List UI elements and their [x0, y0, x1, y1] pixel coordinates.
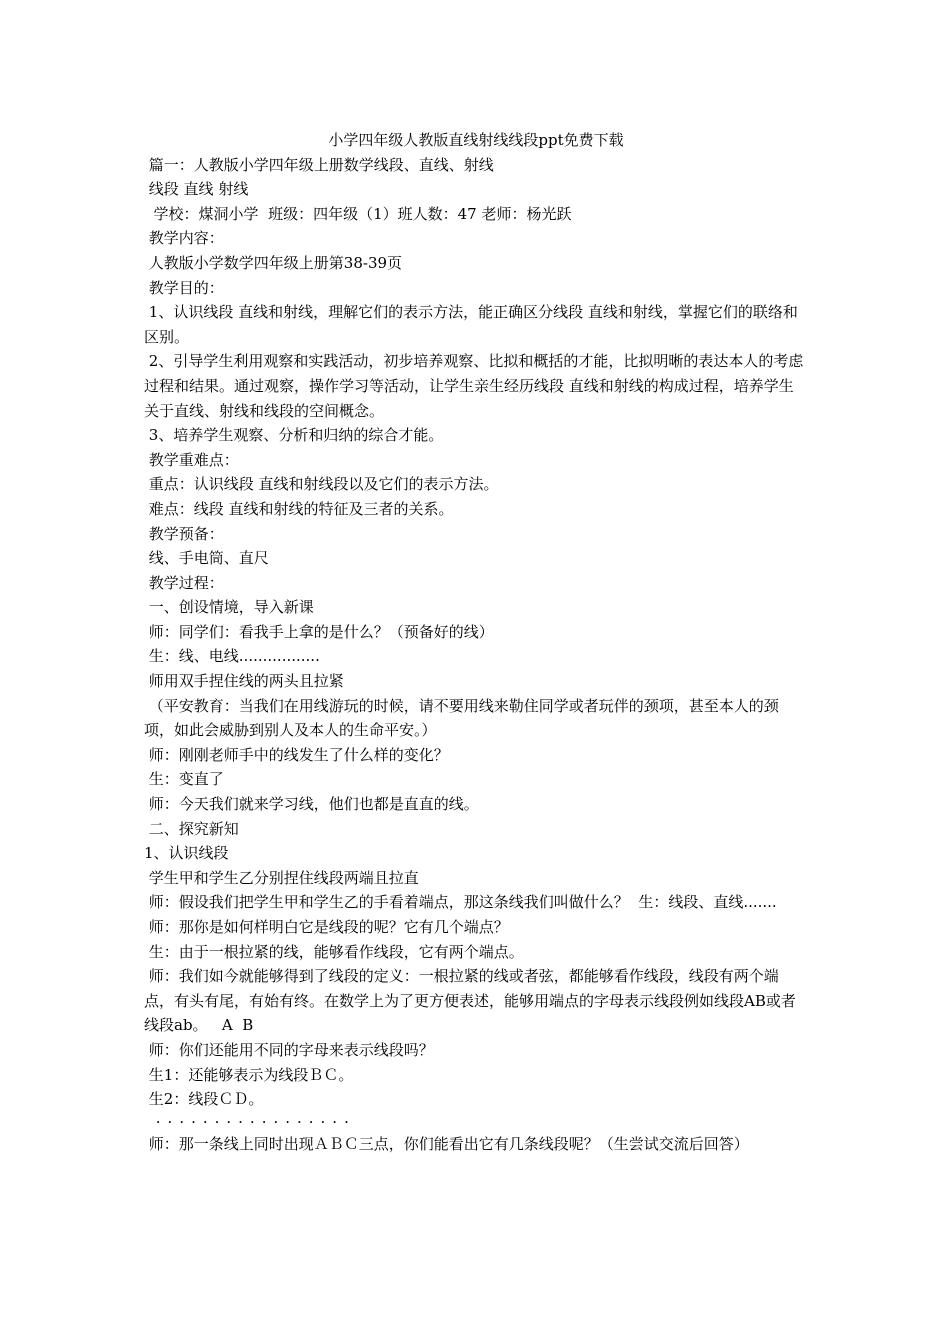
paragraph: 篇一：人教版小学四年级上册数学线段、直线、射线	[144, 155, 494, 174]
paragraph: 师：那你是如何样明白它是线段的呢？它有几个端点？	[144, 918, 509, 936]
paragraph: 师：同学们：看我手上拿的是什么？（预备好的线）	[144, 622, 494, 641]
paragraph: 生：由于一根拉紧的线，能够看作线段，它有两个端点。	[144, 942, 524, 961]
paragraph: 生1：还能够表示为线段ＢＣ。	[144, 1065, 354, 1084]
paragraph: 重点：认识线段 直线和射线段以及它们的表示方法。	[144, 475, 499, 494]
dotted-separator: ·················	[144, 1112, 356, 1131]
paragraph: 一、创设情境，导入新课	[144, 598, 314, 617]
paragraph: 师：我们如今就能够得到了线段的定义：一根拉紧的线或者弦，都能够看作线段，线段有两个端点，有头有尾，有始有终。在数学上为了更方便表述，能够用端点的字母表示线段例如线段AB或者线段ab。 A B	[144, 967, 796, 1035]
paragraph: 生：线、电线.................	[144, 647, 320, 666]
paragraph: 教学重难点：	[144, 450, 239, 469]
paragraph: 师：刚刚老师手中的线发生了什么样的变化？	[144, 745, 449, 764]
document-title: 小学四年级人教版直线射线线段ppt免费下载	[328, 131, 624, 149]
paragraph: 线段 直线 射线	[144, 180, 249, 199]
paragraph: 生2：线段ＣＤ。	[144, 1090, 264, 1109]
paragraph: （平安教育：当我们在用线游玩的时候，请不要用线来勒住同学或者玩伴的颈项，甚至本人的颈项，如此会威胁到别人及本人的生命平安。）	[144, 696, 779, 740]
paragraph: 1、认识线段 直线和射线，理解它们的表示方法，能正确区分线段 直线和射线，掌握它们的联络和区别。	[144, 303, 798, 346]
paragraph: 人教版小学数学四年级上册第38-39页	[144, 253, 403, 272]
paragraph: 1、认识线段	[144, 844, 229, 863]
paragraph: 学生甲和学生乙分别捏住线段两端且拉直	[144, 868, 419, 887]
paragraph: 生：变直了	[144, 770, 224, 789]
document-body	[144, 128, 808, 1156]
paragraph: 师：那一条线上同时出现ＡＢＣ三点，你们能看出它有几条线段呢？（生尝试交流后回答）	[144, 1134, 749, 1153]
paragraph: 线、手电筒、直尺	[144, 549, 269, 568]
paragraph: 教学目的：	[144, 278, 224, 297]
paragraph: 师用双手捏住线的两头且拉紧	[144, 672, 344, 691]
paragraph: 师：今天我们就来学习线，他们也都是直直的线。	[144, 795, 479, 814]
paragraph: 学校：煤洞小学 班级：四年级（1）班人数：47 老师：杨光跃	[144, 204, 572, 223]
paragraph: 2、引导学生利用观察和实践活动，初步培养观察、比拟和概括的才能，比拟明晰的表达本人的考虑过程和结果。通过观察，操作学习等活动，让学生亲生经历线段 直线和射线的构成过程，培养学生关于直线、射线和线段的空间概念。	[144, 352, 804, 420]
paragraph: 3、培养学生观察、分析和归纳的综合才能。	[144, 426, 444, 445]
paragraph: 二、探究新知	[144, 819, 239, 838]
paragraph: 师：你们还能用不同的字母来表示线段吗？	[144, 1040, 434, 1059]
document-content	[144, 153, 808, 1157]
paragraph: 难点：线段 直线和射线的特征及三者的关系。	[144, 499, 454, 518]
paragraph: 教学过程：	[144, 573, 224, 592]
paragraph: 教学内容：	[144, 229, 224, 248]
paragraph: 教学预备：	[144, 524, 224, 543]
paragraph: 师：假设我们把学生甲和学生乙的手看着端点，那这条线我们叫做什么？ 生：线段、直线.......	[144, 893, 777, 912]
